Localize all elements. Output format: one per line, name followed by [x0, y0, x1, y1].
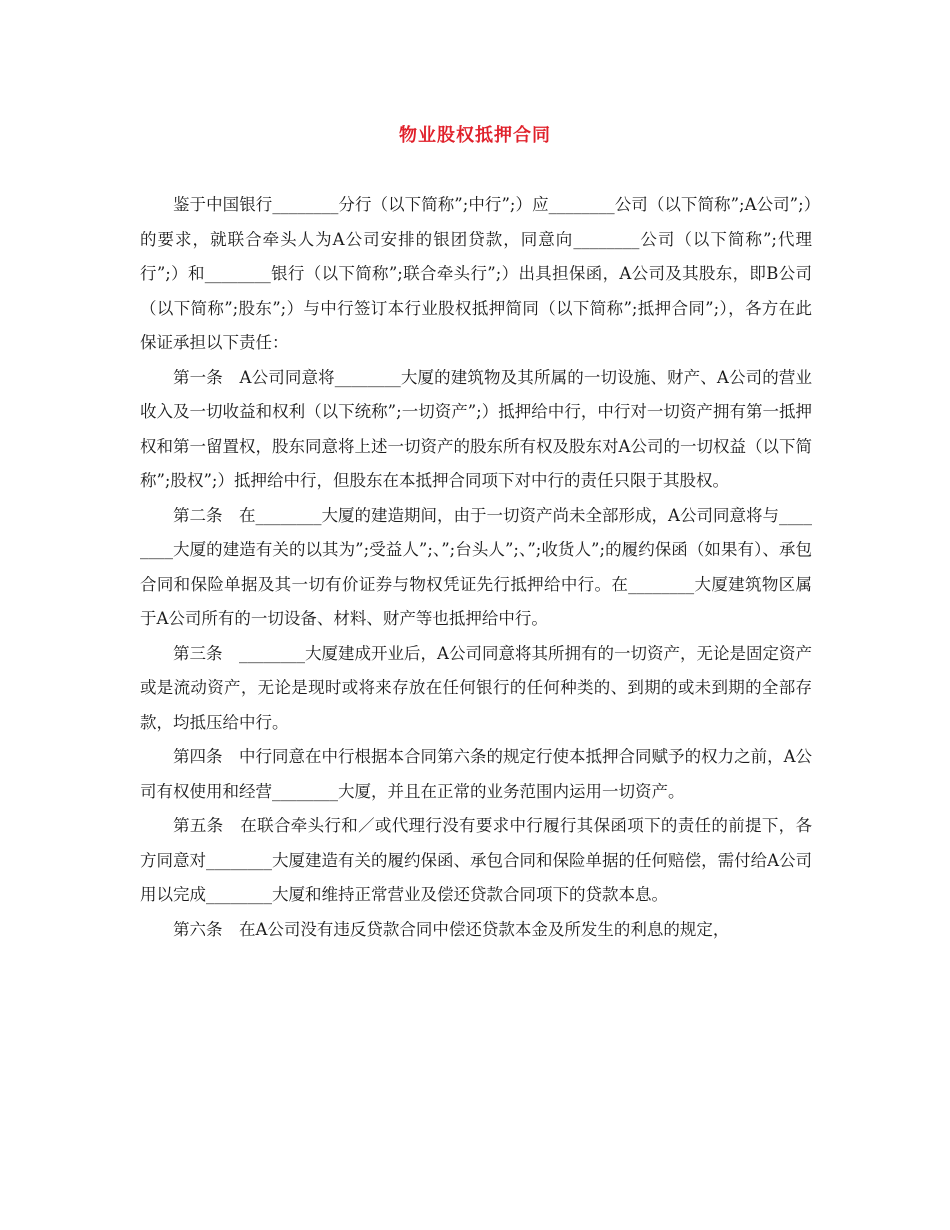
article-1-paragraph: 第一条 A公司同意将________大厦的建筑物及其所属的一切设施、财产、A公司的营业收入及一切收益和权利（以下统称”;一切资产”;）抵押给中行，中行对一切资产拥有第一抵押权和第一留置权，股东同意将上述一切资产的股东所有权及股东对A公司的一切权益（以下简称”;股权”;）抵押给中行，但股东在本抵押合同项下对中行的责任只限于其股权。: [140, 367, 812, 490]
article-2-paragraph: 第二条 在________大厦的建造期间，由于一切资产尚未全部形成，A公司同意将与________大厦的建造有关的以其为”;受益人”;、”;台头人”;、”;收货人”;的履约保函（如果有）、承包合同和保险单据及其一切有价证券与物权凭证先行抵押给中行。在________大厦建筑物区属于A公司所有的一切设备、材料、财产等也抵押给中行。: [140, 505, 812, 628]
article-5-paragraph: 第五条 在联合牵头行和／或代理行没有要求中行履行其保函项下的责任的前提下，各方同意对________大厦建造有关的履约保函、承包合同和保险单据的任何赔偿，需付给A公司用以完成________大厦和维持正常营业及偿还贷款合同项下的贷款本息。: [140, 816, 812, 904]
preamble-paragraph: 鉴于中国银行________分行（以下简称”;中行”;）应________公司（以下简称”;A公司”;）的要求，就联合牵头人为A公司安排的银团贷款，同意向________公司（以下简称”;代理行”;）和________银行（以下简称”;联合牵头行”;）出具担保函，A公司及其股东，即B公司（以下简称”;股东”;）与中行签订本行业股权抵押简同（以下简称”;抵押合同”;），各方在此保证承担以下责任：: [140, 195, 812, 352]
document-title: 物业股权抵押合同: [399, 125, 551, 146]
document-body: [140, 188, 812, 947]
article-6-paragraph: 第六条 在A公司没有违反贷款合同中偿还贷款本金及所发生的利息的规定，: [173, 919, 730, 939]
article-3-paragraph: 第三条 ________大厦建成开业后，A公司同意将其所拥有的一切资产，无论是固定资产或是流动资产，无论是现时或将来存放在任何银行的任何种类的、到期的或未到期的全部存款，均抵压给中行。: [140, 643, 812, 732]
article-4-paragraph: 第四条 中行同意在中行根据本合同第六条的规定行使本抵押合同赋予的权力之前，A公司有权使用和经营________大厦，并且在正常的业务范围内运用一切资产。: [140, 747, 812, 801]
